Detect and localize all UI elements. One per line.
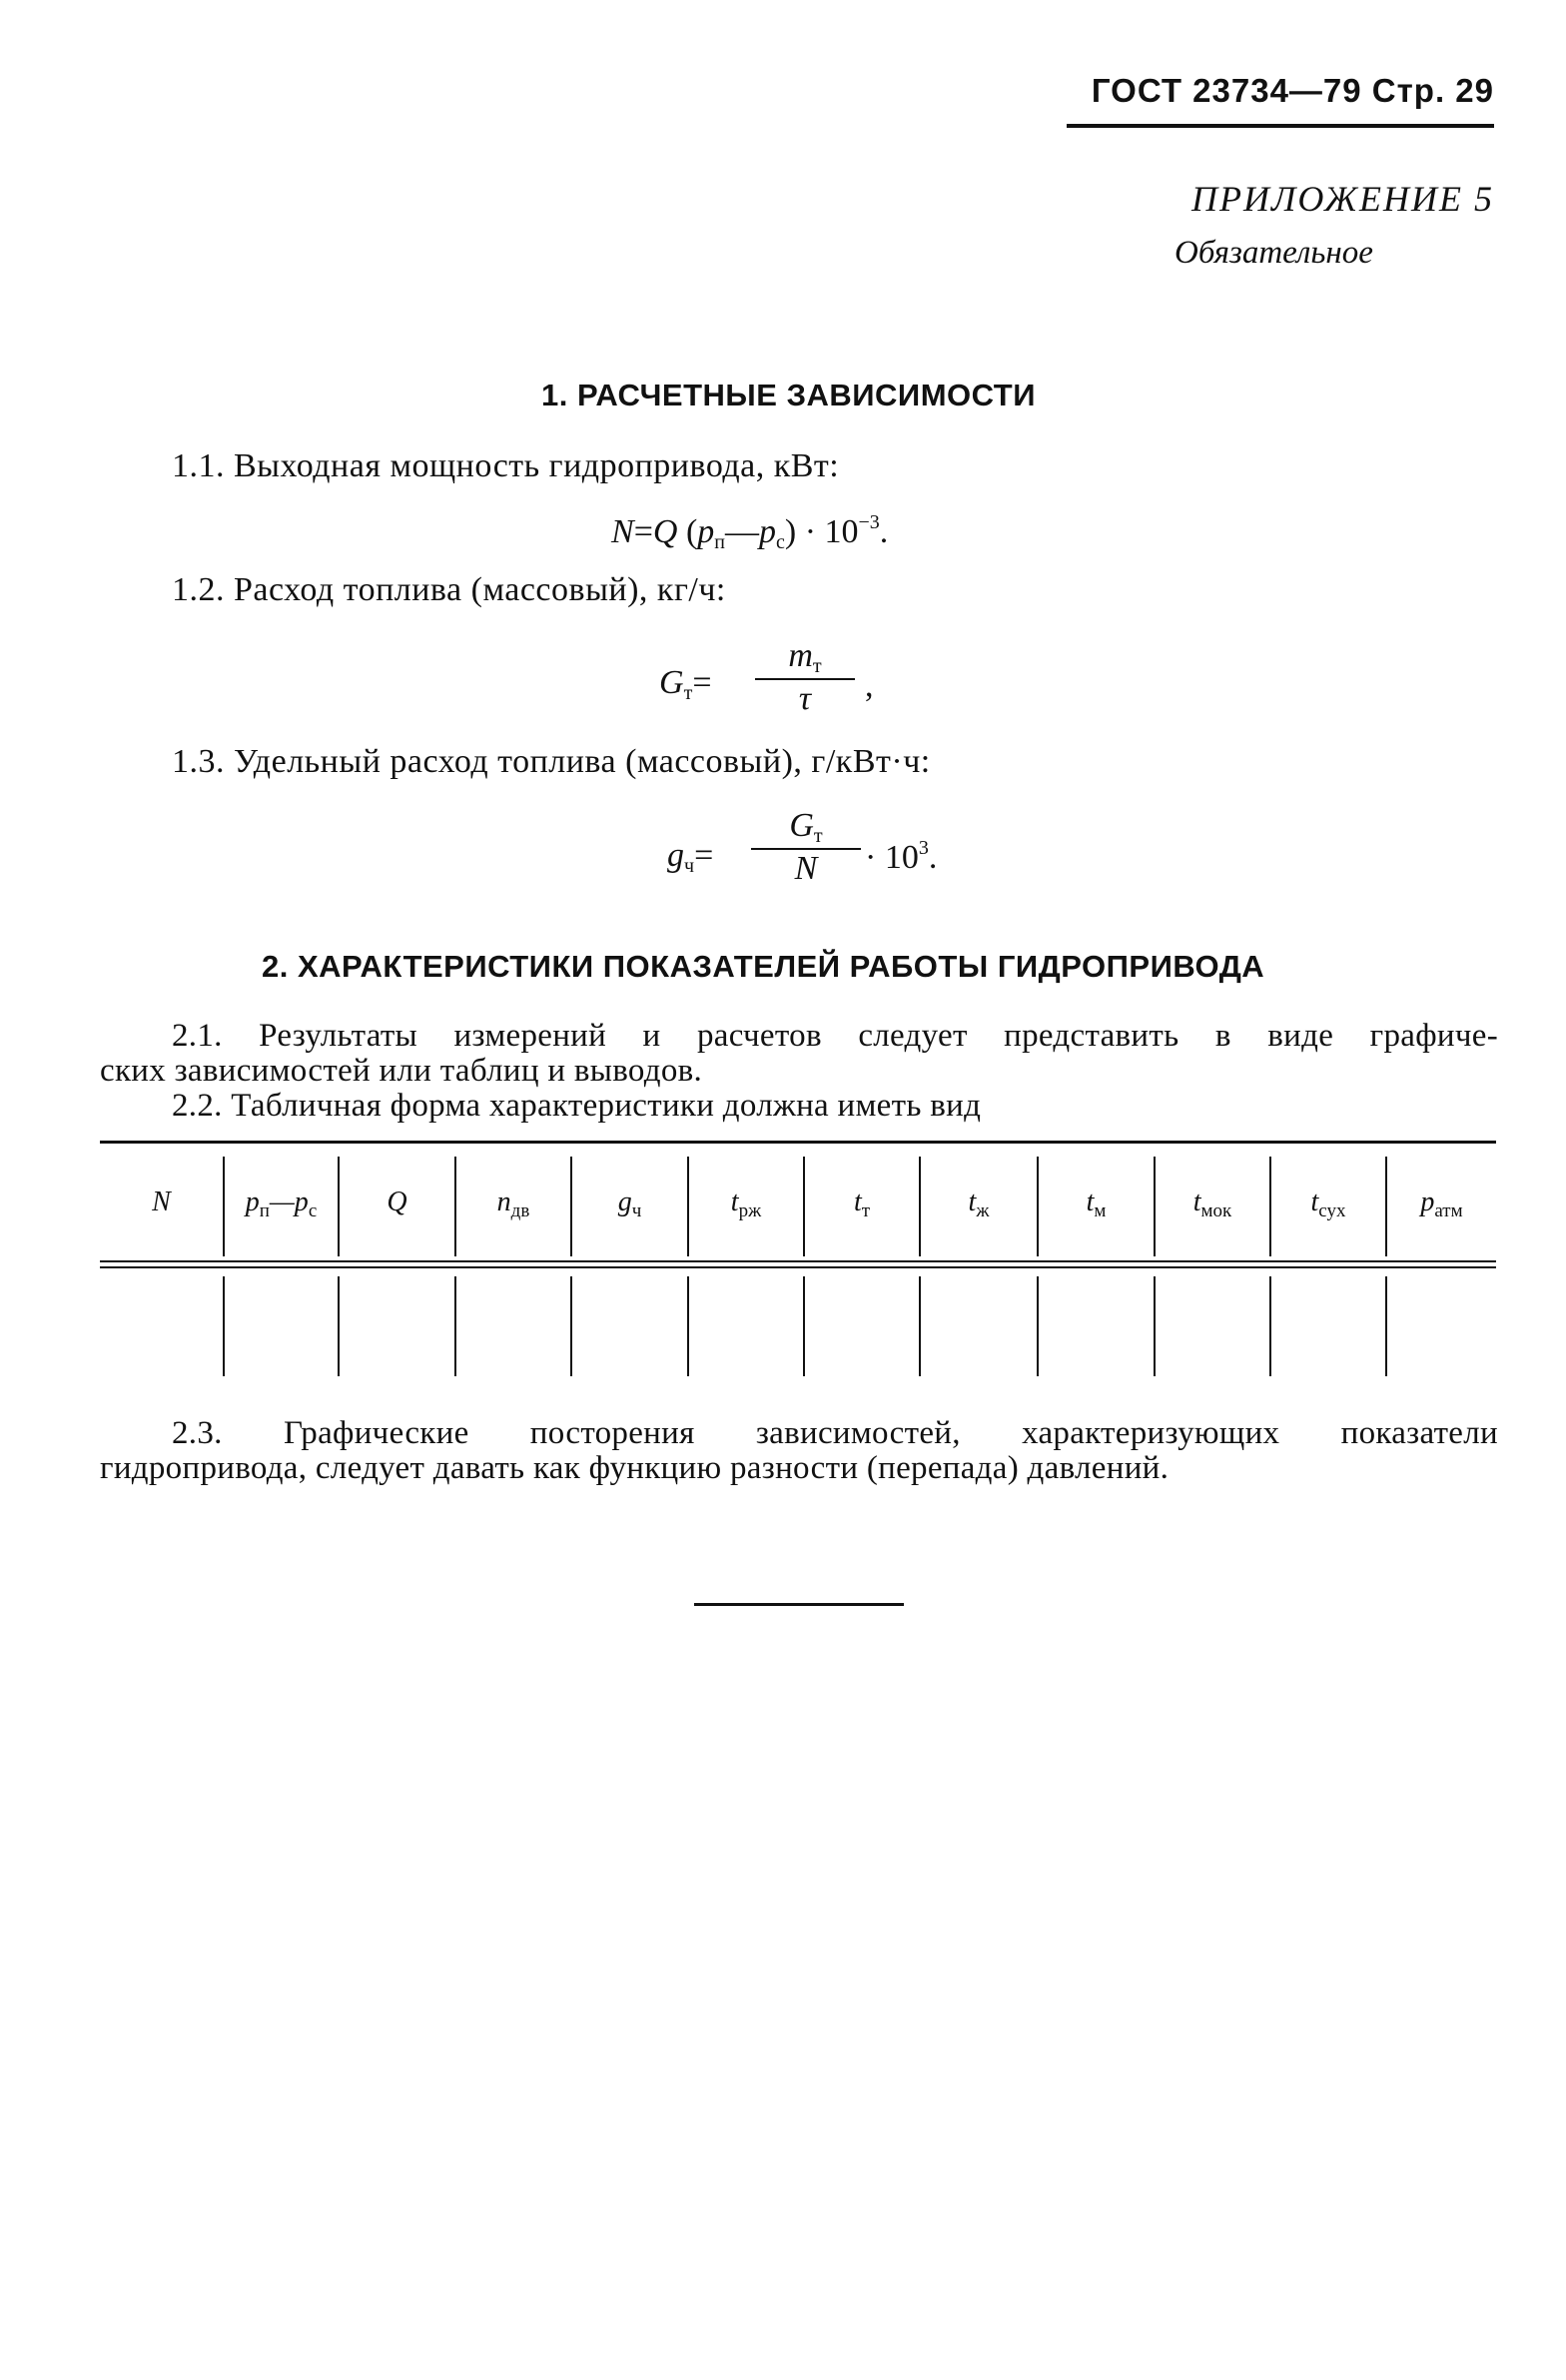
paragraph-2-3-line-1: 2.3. Графические посторения зависимостей, характеризующих показатели bbox=[172, 1415, 1498, 1451]
table-header-cell: $t_м$ bbox=[1086, 1187, 1107, 1221]
header-rule bbox=[1067, 124, 1494, 128]
table-col-divider bbox=[1154, 1276, 1156, 1376]
table-header-cell: $t_т$ bbox=[853, 1187, 871, 1221]
section-2-title: 2. ХАРАКТЕРИСТИКИ ПОКАЗАТЕЛЕЙ РАБОТЫ ГИДРОПРИВОДА bbox=[262, 949, 1265, 984]
table-header-cell: $t_{мок}$ bbox=[1192, 1187, 1232, 1221]
table-col-divider bbox=[919, 1276, 921, 1376]
section-1-title: 1. РАСЧЕТНЫЕ ЗАВИСИМОСТИ bbox=[541, 378, 1036, 412]
table-header-cell: $t_ж$ bbox=[968, 1187, 990, 1221]
table-header-cell: $g_ч$ bbox=[617, 1187, 642, 1221]
item-1-2: 1.2. Расход топлива (массовый), кг/ч: bbox=[172, 571, 726, 608]
formula-fuel-end: , bbox=[865, 667, 874, 704]
table-top-rule bbox=[100, 1141, 1496, 1144]
table-header-cell: Q bbox=[387, 1187, 407, 1217]
table-header-rule-double bbox=[100, 1266, 1496, 1268]
paragraph-2-1-line-1: 2.1. Результаты измерений и расчетов следует представить в виде графиче- bbox=[172, 1018, 1498, 1054]
appendix-title: ПРИЛОЖЕНИЕ 5 bbox=[1191, 179, 1494, 219]
formula-specific-lhs: $g_ч=$ bbox=[667, 837, 714, 877]
formula-fuel-lhs: $G_т=$ bbox=[659, 664, 712, 704]
fraction-numerator: $G_т$ bbox=[789, 807, 823, 847]
paragraph-2-2: 2.2. Табличная форма характеристики должна иметь вид bbox=[172, 1088, 982, 1124]
table-col-divider bbox=[1037, 1276, 1039, 1376]
table-header-cell: $p_{атм}$ bbox=[1420, 1187, 1463, 1221]
fraction-numerator: $m_т$ bbox=[788, 637, 822, 677]
table-col-divider bbox=[570, 1276, 572, 1376]
table-col-divider bbox=[687, 1276, 689, 1376]
item-1-1: 1.1. Выходная мощность гидропривода, кВт: bbox=[172, 447, 840, 484]
formula-power: N=Q $(p_п—p_с) \cdot 10^{-3}$. bbox=[611, 511, 889, 553]
paragraph-2-3 bbox=[100, 1416, 1498, 1486]
appendix-status: Обязательное bbox=[1174, 235, 1373, 271]
paragraph-2-3-line-2: гидропривода, следует давать как функцию разности (перепада) давлений. bbox=[100, 1450, 1170, 1486]
paragraph-2-1-line-2: ских зависимостей или таблиц и выводов. bbox=[100, 1053, 703, 1089]
table-col-divider bbox=[454, 1276, 456, 1376]
table-col-divider bbox=[1385, 1276, 1387, 1376]
table-col-divider bbox=[223, 1276, 225, 1376]
table-col-divider bbox=[1269, 1276, 1271, 1376]
table-col-divider bbox=[338, 1276, 340, 1376]
end-rule bbox=[694, 1603, 904, 1606]
paragraph-2-1 bbox=[100, 1019, 1498, 1089]
formula-specific-tail: · $10^3$. bbox=[865, 837, 938, 876]
formula-fuel-fraction bbox=[755, 637, 855, 718]
table-header-rule bbox=[100, 1260, 1496, 1262]
fraction-denominator: τ bbox=[798, 680, 812, 717]
item-1-3: 1.3. Удельный расход топлива (массовый), г/кВт·ч: bbox=[172, 743, 931, 780]
table-header-cell: $t_{сух}$ bbox=[1310, 1187, 1346, 1221]
formula-specific-fraction bbox=[751, 807, 861, 888]
table-col-divider bbox=[803, 1276, 805, 1376]
fraction-denominator: N bbox=[794, 850, 818, 887]
table-header-cell: N bbox=[152, 1187, 171, 1217]
page-header: ГОСТ 23734—79 Стр. 29 bbox=[1091, 72, 1494, 109]
table-header-cell: $t_{рж}$ bbox=[730, 1187, 762, 1221]
table-header-cell: $p_п—p_с$ bbox=[245, 1187, 318, 1221]
table-header-cell: $n_{дв}$ bbox=[496, 1187, 530, 1221]
